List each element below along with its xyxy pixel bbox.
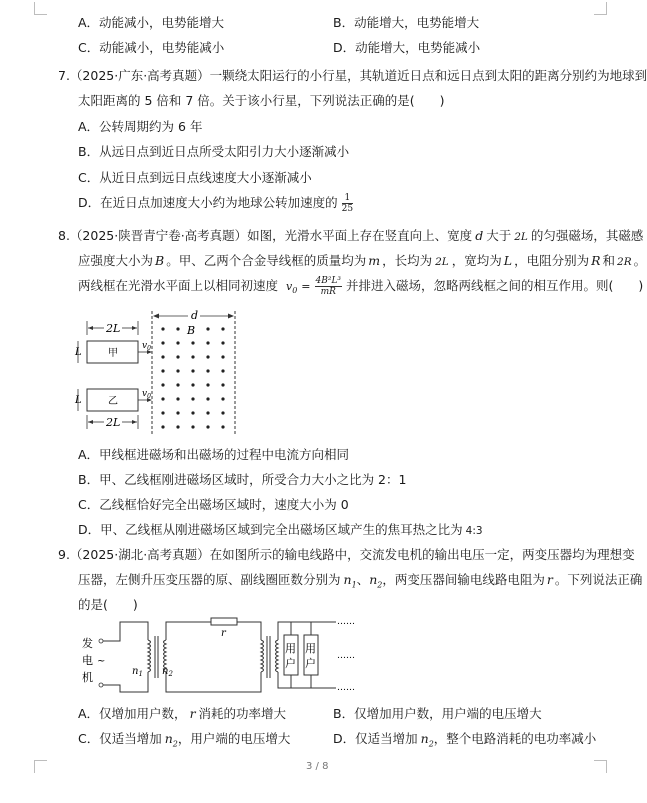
q8-l2-2L: 2L [435,256,449,268]
field-dot [161,425,164,428]
user1-label-a: 用 [285,642,296,655]
q8-l2-text-d: ，宽均为 [451,253,502,268]
label-n2: $n_2$ [162,666,173,678]
generator-terminal-top [99,639,103,643]
label-jia-L: L [75,347,82,358]
field-dots [161,327,224,428]
field-dot [161,369,164,372]
q9-option-c: C．仅适当增加 $n_2$，用户端的电压增大 [78,731,291,749]
q8-l3-text-b: 并排进入磁场，忽略两线框之间的相互作用。则( ) [346,278,644,293]
field-dot [206,355,209,358]
q8-l1-text-a: 8.（2025·陕晋青宁卷·高考真题）如图，光滑水平面上存在竖直向上、宽度 [58,228,473,243]
dots-middle: …… [337,651,355,661]
q9-l2-text-b: ，两变压器间输电线路电阻为 [382,572,545,587]
q8-l3-v0-sub: 0 [292,286,298,296]
generator-label-2: 电 [82,654,93,667]
q8-l1-text-e: 的匀强磁场，其磁感 [530,228,644,243]
top-2L-arrowhead-left [88,326,93,330]
q8-option-b: B．甲、乙线框刚进磁场区域时，所受合力大小之比为 2：1 [78,472,407,487]
q8-l2-text-a: 应强度大小为 [78,253,154,268]
q6-option-a: A．动能减小，电势能增大 [78,15,225,30]
q8-l2-text-g: 。 [633,253,647,268]
q8-l2-R: R [591,253,601,268]
field-dot [206,411,209,414]
corner-mark-top-left [34,2,47,15]
page-number: 3 / 8 [306,761,329,772]
q9-option-b: B．仅增加用户数，用户端的电压增大 [333,706,542,721]
label-bottom-2L: 2L [106,416,121,429]
field-dot [176,327,179,330]
field-dot [221,383,224,386]
field-dot [221,327,224,330]
primary-coil [148,640,151,672]
transmission-wire-top-right [237,622,261,640]
user1-label-b: 户 [285,657,296,670]
field-dot [176,411,179,414]
label-jia-v0: $v_0$ [142,341,151,352]
q7-option-d-fraction [342,193,353,214]
field-dot [221,369,224,372]
label-yi-L: L [75,395,82,406]
q8-stem-line3 [78,276,643,297]
d-arrowhead-left [153,314,159,319]
q8-l2-text-b: 。甲、乙两个合金导线框的质量均为 [166,253,367,268]
field-dot [221,341,224,344]
q8-l2-text-f: 和 [602,253,616,268]
field-dot [206,383,209,386]
field-dot [221,425,224,428]
q8-l2-L: L [503,253,513,268]
q8-l1-text-b: 大于 [486,228,512,243]
q7-fraction-denominator: 25 [341,204,354,214]
primary-wire-top [103,622,148,641]
q9-l2-text-c: 。下列说法正确 [554,572,643,587]
q9-l2-text-a: 压器，左侧升压变压器的原、副线圈匝数分别为 [78,572,341,587]
field-dot [206,327,209,330]
q9-option-a-r: r [189,706,196,721]
field-dot [161,327,164,330]
q8-l3-fraction [315,276,343,297]
q7-option-a: A．公转周期约为 6 年 [78,119,203,134]
label-B: B [187,324,196,337]
q7-option-d [78,193,353,214]
q8-option-d-text: D．甲、乙线框从刚进磁场区域到完全出磁场区域产生的焦耳热之比为 [78,522,463,537]
q7-option-b: B．从远日点到近日点所受太阳引力大小逐渐减小 [78,144,350,159]
q8-fraction-denominator: mR [320,287,336,297]
q8-stem-line2 [78,251,646,269]
generator-label-1: 发 [82,637,93,650]
bottom-2L-arrowhead-right [132,420,137,424]
q8-option-a: A．甲线框进磁场和出磁场的过程中电流方向相同 [78,447,350,462]
field-dot [161,411,164,414]
bottom-2L-arrowhead-left [88,420,93,424]
generator-tilde: ~ [97,656,106,667]
q8-l2-text-e: ，电阻分别为 [514,253,590,268]
field-dot [206,341,209,344]
q8-l2-m: m [368,253,381,268]
q6-option-b: B．动能增大，电势能增大 [333,15,480,30]
field-dot [206,425,209,428]
field-dot [221,397,224,400]
q8-figure [75,305,255,437]
q9-option-a: A．仅增加用户数， r 消耗的功率增大 [78,706,287,721]
field-dot [176,425,179,428]
d-arrowhead-right [228,314,234,319]
field-dot [191,397,194,400]
field-dot [176,341,179,344]
label-n1: $n_1$ [132,666,143,678]
field-dot [206,397,209,400]
user2-label-b: 户 [305,657,316,670]
field-dot [161,355,164,358]
q9-stem-line1: 9.（2025·湖北·高考真题）在如图所示的输电线路中，交流发电机的输出电压一定，两变压器均为理想变 [58,547,635,562]
q9-stem-line2 [78,570,642,590]
field-dot [206,369,209,372]
q9-circuit-figure [78,612,378,700]
q8-l3-eq: = [301,280,311,293]
q9-option-d-n2: $n_2$ [420,731,434,749]
field-dot [176,383,179,386]
q9-l2-sep: 、 [356,572,370,587]
label-yi: 乙 [108,396,118,407]
transmission-wire-top [166,622,211,640]
top-2L-arrowhead-right [132,326,137,330]
q9-option-d: D．仅适当增加 $n_2$，整个电路消耗的电功率减小 [333,731,597,749]
corner-mark-bottom-right [594,760,607,773]
field-dot [191,369,194,372]
corner-mark-bottom-left [34,760,47,773]
q6-option-d: D．动能增大，电势能减小 [333,40,481,55]
q9-option-c-n2: $n_2$ [164,731,178,749]
q8-l2-B: B [155,253,165,268]
q7-option-d-text: D．在近日点加速度大小约为地球公转加速度的 [78,195,338,210]
label-d: d [191,309,199,322]
label-top-2L: 2L [106,322,121,335]
q8-stem-line1 [58,226,643,244]
dots-top: …… [337,617,355,627]
q9-l2-n2: $n_2$ [369,572,383,590]
field-dot [191,411,194,414]
generator-label-3: 机 [82,671,93,684]
field-dot [176,369,179,372]
q7-fraction-numerator: 1 [342,193,353,204]
field-dot [176,397,179,400]
field-dot [221,355,224,358]
field-dot [161,397,164,400]
user2-label-a: 用 [305,642,316,655]
q9-l2-n1: $n_1$ [343,572,357,590]
q7-stem-line2: 太阳距离的 5 倍和 7 倍。关于该小行星，下列说法正确的是( ) [78,93,445,108]
q9-stem-line3: 的是( ) [78,597,138,612]
field-dot [176,355,179,358]
label-yi-v0: $v_0$ [142,389,151,400]
transmission-wire-bottom [166,672,261,692]
stepdown-primary-coil [261,640,264,672]
field-dot [161,341,164,344]
field-dot [191,355,194,358]
field-dot [191,383,194,386]
generator-terminal-bottom [99,683,103,687]
q8-l3-text-a: 两线框在光滑水平面上以相同初速度 [78,278,279,293]
q8-l3-v0: $v_0$ [286,280,298,296]
q7-option-c: C．从近日点到远日点线速度大小逐渐减小 [78,170,312,185]
field-dot [161,383,164,386]
q8-fraction-numerator: 4B²L³ [315,276,342,286]
stepdown-secondary-coil [276,640,279,672]
q8-l2-text-c: ，长均为 [382,253,433,268]
resistor-r [211,618,237,625]
q7-stem-line1: 7.（2025·广东·高考真题）一颗绕太阳运行的小行星，其轨道近日点和远日点到太阳的距离分别约为地球到 [58,68,647,83]
label-jia: 甲 [108,348,118,359]
q8-option-d [78,520,483,538]
dots-bottom: …… [337,683,355,693]
field-dot [221,411,224,414]
q8-l2-2R: 2R [617,256,632,268]
field-dot [191,341,194,344]
corner-mark-top-right [594,2,607,15]
q8-l1-d: d [475,228,484,243]
label-r: r [221,628,226,639]
q8-option-c: C．乙线框恰好完全出磁场区域时，速度大小为 0 [78,497,349,512]
q8-option-d-ratio: 4:3 [465,525,483,537]
q9-l2-r: r [546,572,553,587]
q8-l1-2L: 2L [514,231,528,243]
q6-option-c: C．动能减小，电势能减小 [78,40,225,55]
field-dot [191,425,194,428]
